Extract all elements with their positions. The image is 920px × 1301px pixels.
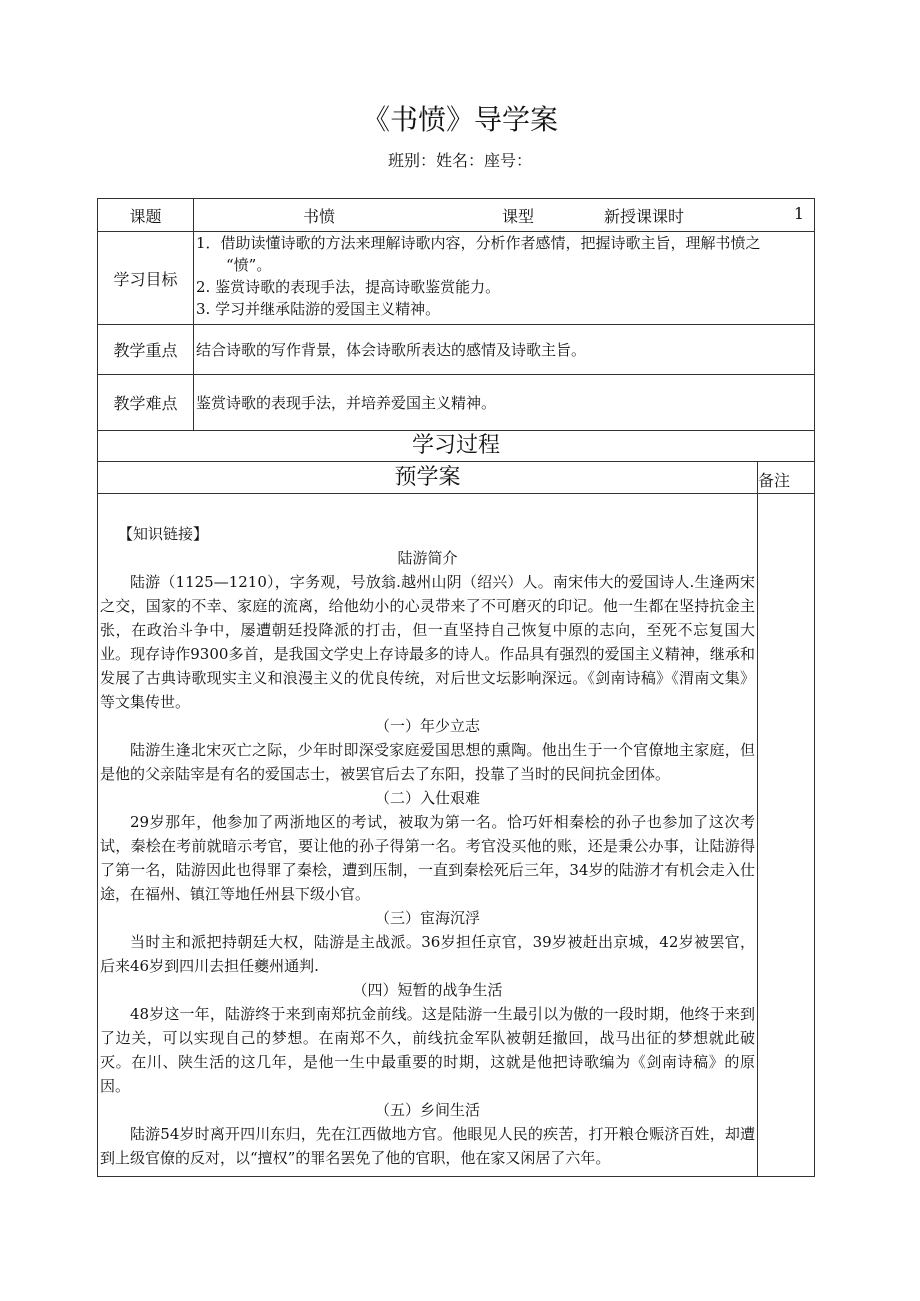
difficult-points-label: 教学难点 bbox=[98, 375, 194, 431]
notes-column bbox=[758, 494, 815, 1177]
hours-value: 1 bbox=[793, 203, 804, 223]
section-title: （五）乡间生活 bbox=[374, 1101, 480, 1119]
section-text: 陆游54岁时离开四川东归，先在江西做地方官。他眼见人民的疾苦，打开粮仓赈济百姓，却遭到上级官僚的反对，以“擅权”的罪名罢免了他的官职，他在家又闲居了六年。 bbox=[100, 1125, 755, 1167]
topic-label: 课题 bbox=[98, 199, 194, 232]
intro-text: 陆游（1125—1210），字务观，号放翁.越州山阴（绍兴）人。南宋伟大的爱国诗人.生逢两宋之交，国家的不幸、家庭的流离，给他幼小的心灵带来了不可磨灭的印记。他一生都在坚持抗金主张，在政治斗争中，屡遭朝廷投降派的打击，但一直坚持自己恢复中原的志向，至死不忘复国大业。现存诗作9300多首，是我国文学史上存诗最多的诗人。作品具有强烈的爱国主义精神，继承和发展了古典诗歌现实主义和浪漫主义的优良传统，对后世文坛影响深远。《剑南诗稿》《渭南文集》等文集传世。 bbox=[100, 573, 755, 711]
process-title: 学习过程 bbox=[98, 431, 815, 462]
goal-item: 3. 学习并继承陆游的爱国主义精神。 bbox=[196, 300, 441, 318]
notes-label: 备注 bbox=[758, 462, 815, 494]
type-label: 课型 bbox=[501, 206, 534, 226]
lesson-plan-table bbox=[97, 198, 815, 1177]
goals-label: 学习目标 bbox=[98, 232, 194, 325]
knowledge-content bbox=[98, 494, 758, 1177]
goal-item-cont: “愤”。 bbox=[226, 256, 272, 274]
pre-study-title: 预学案 bbox=[98, 462, 758, 494]
student-info-line: 班别：姓名：座号： bbox=[387, 151, 532, 170]
section-title: （一）年少立志 bbox=[374, 717, 480, 735]
goals-list bbox=[194, 232, 815, 325]
section-text: 当时主和派把持朝廷大权，陆游是主战派。36岁担任京官，39岁被赶出京城，42岁被罢官，后来46岁到四川去担任夔州通判. bbox=[100, 933, 755, 975]
knowledge-link-label: 【知识链接】 bbox=[118, 525, 209, 543]
topic-value: 书愤 bbox=[302, 206, 335, 226]
key-points: 结合诗歌的写作背景，体会诗歌所表达的感情及诗歌主旨。 bbox=[194, 325, 815, 375]
section-title: （二）入仕艰难 bbox=[374, 789, 480, 807]
section-text: 陆游生逢北宋灭亡之际，少年时即深受家庭爱国思想的熏陶。他出生于一个官僚地主家庭，但是他的父亲陆宰是有名的爱国志士，被罢官后去了东阳，投靠了当时的民间抗金团体。 bbox=[100, 741, 755, 783]
intro-title: 陆游简介 bbox=[397, 549, 458, 567]
goal-item: 2. 鉴赏诗歌的表现手法，提高诗歌鉴赏能力。 bbox=[196, 278, 501, 296]
goal-item: 1．借助读懂诗歌的方法来理解诗歌内容，分析作者感情，把握诗歌主旨，理解书愤之 bbox=[196, 234, 761, 252]
section-text: 48岁这一年，陆游终于来到南郑抗金前线。这是陆游一生最引以为傲的一段时期，他终于来到了边关，可以实现自己的梦想。在南郑不久，前线抗金军队被朝廷撤回，战马出征的梦想就此破灭。在川、陕生活的这几年，是他一生中最重要的时期，这就是他把诗歌编为《剑南诗稿》的原因。 bbox=[100, 1005, 755, 1095]
topic-row bbox=[194, 199, 815, 232]
difficult-points: 鉴赏诗歌的表现手法，并培养爱国主义精神。 bbox=[194, 375, 815, 431]
section-title: （三）宦海沉浮 bbox=[374, 909, 480, 927]
section-text: 29岁那年，他参加了两浙地区的考试，被取为第一名。恰巧奸相秦桧的孙子也参加了这次考试，秦桧在考前就暗示考官，要让他的孙子得第一名。考官没买他的账，还是秉公办事，让陆游得了第一名，陆游因此也得罪了秦桧，遭到压制，一直到秦桧死后三年，34岁的陆游才有机会走入仕途，在福州、镇江等地任州县下级小官。 bbox=[100, 813, 755, 903]
page-title: 《书愤》导学案 bbox=[361, 103, 558, 136]
type-value: 新授课课时 bbox=[603, 206, 684, 226]
section-title: （四）短暂的战争生活 bbox=[352, 981, 503, 999]
key-points-label: 教学重点 bbox=[98, 325, 194, 375]
